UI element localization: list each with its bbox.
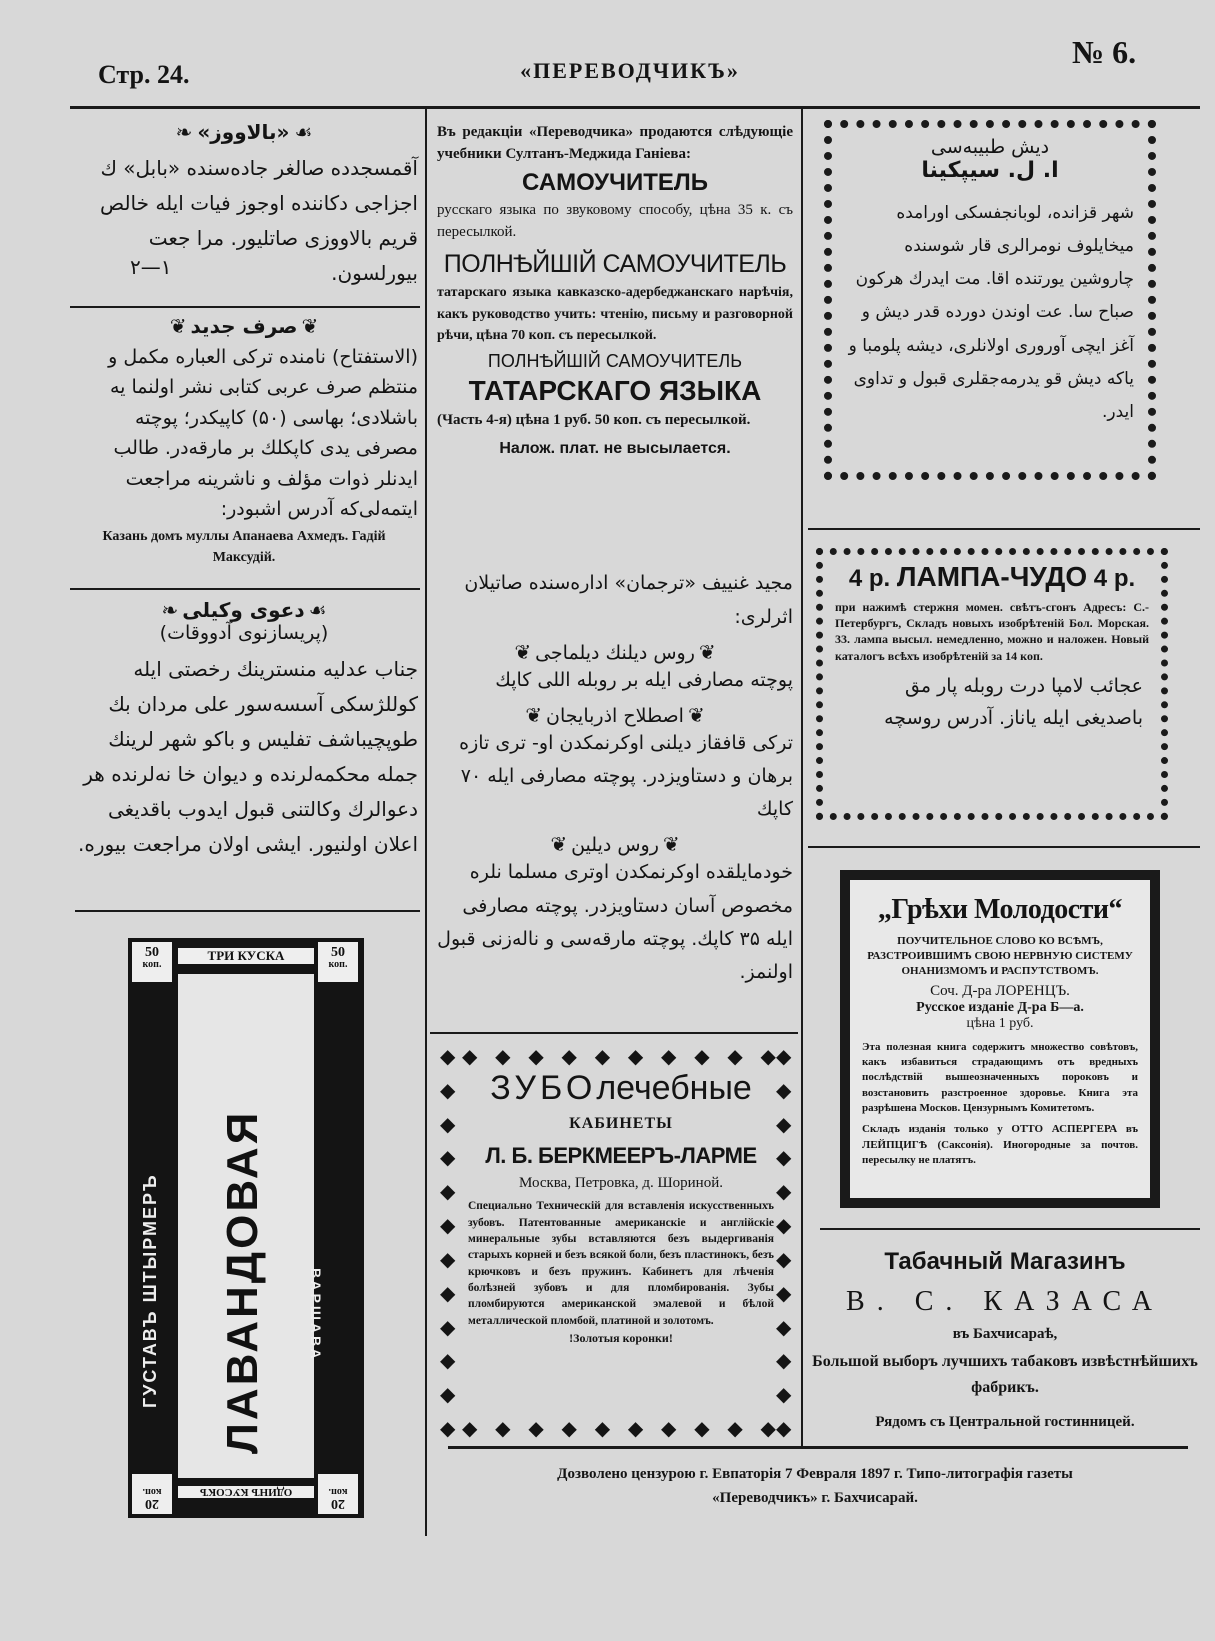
newspaper-title: «ПЕРЕВОДЧИКЪ»	[520, 58, 740, 83]
book-title: اصطلاح اذربایجان	[546, 704, 684, 727]
ad-title: صرف جدید	[190, 314, 298, 338]
tobacco-ad	[810, 1248, 1200, 1431]
diamond-icon: ◆	[627, 1044, 644, 1068]
diamond-icon: ◆	[776, 1213, 792, 1238]
dental-subtitle: КАБИНЕТЫ	[569, 1115, 673, 1133]
diamond-icon: ◆	[561, 1044, 577, 1068]
diamond-icon: ◆	[776, 1246, 792, 1271]
diamond-icon: ◆	[495, 1416, 511, 1440]
diamond-icon: ◆	[760, 1044, 776, 1068]
diamond-icon: ◆	[727, 1416, 743, 1440]
diamond-icon: ◆	[776, 1382, 792, 1407]
lamp-text: при нажимѣ стержня момен. свѣтъ-сгонъ Адресъ: С.-Петербургъ, Складъ новыхъ изобрѣтенiй Бол. Морская. 33. лампа высыл. немедленно, можно и наложен. Новый каталогъ всѣхъ изобрѣтенiй за 14 коп.	[835, 600, 1149, 663]
divider	[820, 1228, 1200, 1230]
book3-text: (Часть 4-я) цѣна 1 руб. 50 коп. съ пересылкой.	[437, 412, 751, 429]
column-divider-1	[425, 106, 427, 1536]
lamp-price-right: 4 р.	[1093, 565, 1136, 592]
diamond-icon: ◆	[440, 1145, 456, 1170]
tatar-books	[437, 566, 793, 989]
price-top-right: 50 коп.	[318, 942, 358, 982]
ornament-icon: ❦	[169, 314, 187, 338]
ornament-icon: ❦	[525, 702, 543, 727]
book-ad	[840, 870, 1160, 1208]
diamond-icon: ◆	[776, 1077, 792, 1102]
ornament-icon: ☙	[294, 120, 313, 144]
diamond-icon: ◆	[694, 1044, 710, 1068]
price-bottom-left: 20 коп.	[132, 1474, 172, 1514]
diamond-icon: ◆	[528, 1416, 544, 1440]
page-number: Стр. 24.	[98, 60, 190, 89]
divider	[808, 846, 1200, 848]
ad-title: «بالاووز»	[197, 120, 290, 144]
book2-text: татарскаго языка кавказско-адербеджанскаго нарѣчiя, какъ руководство учить: чтенiю, письму и разговорной рѣчи, цѣна 70 коп. съ пересылкой.	[437, 284, 793, 344]
soap-brand: ГУСТАВЪ ШТЫРМЕРЪ	[140, 1173, 160, 1408]
book-edition: Русское изданiе Д-ра Б—а.	[916, 999, 1084, 1015]
diamond-icon: ◆	[594, 1044, 611, 1068]
dental-footer: !Золотыя коронки!	[569, 1331, 673, 1346]
book-author: Соч. Д-ра ЛОРЕНЦЪ.	[930, 982, 1070, 999]
ad-text: آقمسجدده صالغر جاده‌سنده «بابل» ك اجزاجی دکاننده اوجوز فیات ایله خالص قریم بالاووزی صاتلیور. مرا جعت بیورلسون.	[99, 156, 418, 285]
book-price: цѣна 1 руб.	[966, 1015, 1034, 1031]
ornament-icon: ❦	[687, 702, 705, 727]
diamond-icon: ◆	[440, 1213, 456, 1238]
border-right	[776, 1046, 798, 1438]
diamond-icon: ◆	[627, 1416, 644, 1440]
footer-rule	[448, 1446, 1188, 1449]
column-divider-2	[801, 106, 803, 1446]
diamond-icon: ◆	[495, 1044, 511, 1068]
ad-sarf	[70, 314, 418, 568]
ornament-icon: ❦	[514, 640, 532, 665]
diamond-icon: ◆	[661, 1044, 677, 1068]
divider	[75, 910, 420, 912]
ad-number: ۲—۱	[130, 255, 172, 279]
border-left	[440, 1046, 462, 1438]
dentist-text: شهر قزانده، لوبانجفسکی اورامده میخایلوف نومرالری قار شوسنده چاروشین یورتنده اقا. مت ایدرك هرکون صباح سا. عت اوندن دورده قدر دیش و آغز ایچی آوروری اولانلری، دیشه پلومبا و یاکه دیش قو یدرمه‌جقلری قبول و تداوی ایدر.	[848, 203, 1134, 422]
dental-title-2: лечебные	[596, 1069, 752, 1107]
diamond-icon: ◆	[776, 1044, 792, 1068]
cod-note: Налож. плат. не высылается.	[499, 440, 731, 458]
diamond-icon: ◆	[528, 1044, 544, 1068]
tobacco-title: Табачный Магазинъ	[884, 1248, 1126, 1275]
divider	[808, 528, 1200, 530]
diamond-icon: ◆	[776, 1415, 792, 1440]
border-bottom	[462, 1418, 776, 1438]
lamp-title: ЛАМПА-ЧУДО	[896, 561, 1088, 592]
dentist-title: دیش طبیبه‌سی	[930, 136, 1050, 158]
soap-city: ВАРШАВА	[308, 1268, 324, 1362]
lamp-tatar: عجائب لامپا درت روبله پار مق باصدیغی ایله یاناز. آدرس روسچه	[884, 674, 1143, 730]
soap-center-panel	[178, 974, 314, 1478]
ad-text: (الاستفتاح) نامنده ترکی العباره مکمل و منتظم صرف عربی کتابی نشر اولنما یه باشلادی؛ بهاسی (۵۰) کاپیکدر؛ پوچته مصرفی یدی کاپکلك بر مارقه‌در. طالب ایدنلر ذوات مؤلف و ناشرینه مراجعت ایتمه‌لی‌که آدرس اشبودر:	[108, 346, 418, 520]
dentist-name: ا. ل. سیپکینا	[921, 158, 1059, 183]
book-title: روس دیلین	[571, 834, 659, 857]
diamond-icon: ◆	[776, 1348, 792, 1373]
diamond-icon: ◆	[440, 1111, 456, 1136]
imprint	[440, 1462, 1190, 1510]
diamond-icon: ◆	[440, 1044, 456, 1068]
soap-top-label: ТРИ КУСКА	[178, 948, 314, 964]
diamond-icon: ◆	[462, 1416, 478, 1440]
ornament-icon: ❧	[161, 598, 179, 622]
book1-title: САМОУЧИТЕЛЬ	[522, 168, 708, 196]
book-store: Складъ изданiя только у ОТТО АСПЕРГЕРА въ ЛЕЙПЦИГѢ (Саксонiя). Иногородные за почтов. пересылку не платятъ.	[862, 1123, 1138, 1167]
ad-title: دعوی وکیلی	[182, 598, 305, 622]
header-rule	[70, 106, 1200, 109]
tobacco-near: Рядомъ съ Центральной гостинницей.	[875, 1414, 1135, 1431]
ad-lawyer	[70, 598, 418, 862]
diamond-icon: ◆	[776, 1179, 792, 1204]
dental-ad	[440, 1046, 800, 1438]
ornament-icon: ❦	[301, 314, 319, 338]
book-text: Эта полезная книга содержитъ множество совѣтовъ, какъ избавиться страдающимъ отъ вредныхъ послѣдствiй вышеозначенныхъ пороковъ и возстановить разстроенное здоровье. Книга эта разрѣшена Москов. Цензурнымъ Комитетомъ.	[862, 1040, 1138, 1115]
books-ad	[437, 122, 793, 458]
border-top	[462, 1046, 776, 1066]
diamond-icon: ◆	[694, 1416, 710, 1440]
dental-content	[468, 1070, 774, 1346]
lamp-price-left: 4 р.	[848, 565, 891, 592]
diamond-icon: ◆	[561, 1416, 577, 1440]
book-title: روس دیلنك دیلماجی	[535, 642, 695, 665]
diamond-icon: ◆	[440, 1246, 456, 1271]
book-text: خودمایلقده اوکرنمکدن اوتری مسلما نلره مخصوص آسان دستاویزدر. پوچته مصارفی ایله ۳۵ کاپك. پوچته مارقه‌سی و ناله‌زنی قبول اولنمز.	[437, 861, 793, 984]
imprint-line-2: «Переводчикъ» г. Бахчисарай.	[712, 1490, 918, 1506]
diamond-icon: ◆	[776, 1280, 792, 1305]
diamond-icon: ◆	[440, 1179, 456, 1204]
diamond-icon: ◆	[594, 1416, 611, 1440]
books-intro: Въ редакцiи «Переводчика» продаются слѣдующiе учебники Султанъ-Меджида Ганiева:	[437, 124, 793, 162]
ornament-icon: ❦	[662, 832, 680, 857]
ornament-icon: ☙	[308, 598, 327, 622]
price-top-left: 50 коп.	[132, 942, 172, 982]
soap-ad	[128, 938, 364, 1518]
diamond-icon: ◆	[440, 1415, 456, 1440]
divider	[430, 1032, 798, 1034]
tobacco-text: Большой выборъ лучшихъ табаковъ извѣстнѣйшихъ фабрикъ.	[812, 1353, 1198, 1396]
diamond-icon: ◆	[661, 1416, 677, 1440]
issue-number: № 6.	[1072, 34, 1137, 70]
ornament-icon: ❦	[550, 832, 568, 857]
ad-address: Казань домъ муллы Апанаева Ахмедъ. Гадiй Максудiй.	[102, 529, 386, 566]
tobacco-owner: В. С. КАЗАСА	[846, 1286, 1164, 1317]
imprint-line-1: Дозволено цензурою г. Евпаторiя 7 Февраля 1897 г. Типо-литографiя газеты	[557, 1466, 1073, 1482]
dental-name: Л. Б. БЕРКМЕЕРЪ-ЛАРМЕ	[485, 1143, 757, 1169]
diamond-icon: ◆	[776, 1111, 792, 1136]
diamond-icon: ◆	[776, 1314, 792, 1339]
divider	[70, 588, 420, 590]
tatar-intro: مجید غنیيف «ترجمان» اداره‌سنده صاتیلان اثرلری:	[464, 572, 793, 629]
diamond-icon: ◆	[440, 1314, 456, 1339]
diamond-icon: ◆	[462, 1044, 478, 1068]
divider	[70, 306, 420, 308]
book-title: „Грѣхи Молодости“	[877, 894, 1123, 925]
soap-bottom-label: ОДИНЪ КУСОКЪ	[178, 1486, 314, 1498]
book1-text: русскаго языка по звуковому способу, цѣна 35 к. съ пересылкой.	[437, 202, 793, 241]
price-bottom-right: 20 коп.	[318, 1474, 358, 1514]
diamond-icon: ◆	[440, 1382, 456, 1407]
dental-title-1: ЗУБО	[490, 1069, 597, 1107]
book-text: پوچته مصارفی ایله بر روبله اللی کاپك	[495, 669, 793, 692]
diamond-icon: ◆	[440, 1280, 456, 1305]
lamp-ad	[816, 548, 1168, 820]
diamond-icon: ◆	[727, 1044, 743, 1068]
book-desc: ПОУЧИТЕЛЬНОЕ СЛОВО КО ВСѢМЪ, РАЗСТРОИВШИМЪ СВОЮ НЕРВНУЮ СИСТЕМУ ОНАНИЗМОМЪ И РАСПУТСТВОМЪ.	[867, 935, 1133, 977]
diamond-icon: ◆	[440, 1077, 456, 1102]
dental-text: Специально Техническiй для вставленiя искусственныхъ зубовъ. Патентованные американскiе и англiйскiе минеральные зубы вставляются безъ выдергиванiя старыхъ корней и безъ всякой боли, безъ пластинокъ, безъ крючковъ и безъ пружинъ. Кабинетъ для лѣченiя болѣзней зубовъ и для пломбированiя. Зубы пломбируются американской эмалевой и бѣлой металлической пломбой, платиной и золотомъ.	[468, 1200, 774, 1327]
book3-title: ПОЛНѢЙШІЙ САМОУЧИТЕЛЬ	[487, 350, 743, 371]
diamond-icon: ◆	[776, 1145, 792, 1170]
ornament-icon: ❦	[698, 640, 716, 665]
tobacco-place: въ Бахчисараѣ,	[952, 1326, 1058, 1342]
dentist-ad	[824, 120, 1156, 480]
book3-subtitle: ТАТАРСКАГО ЯЗЫКА	[468, 375, 762, 407]
soap-product-name: ЛАВАНДОВАЯ	[218, 1109, 267, 1454]
book-text: ترکی قافقاز دیلنی اوکرنمکدن او- تری تازه برهان و دستاویزدر. پوچته مصارفی ایله ۷۰ کاپك	[459, 731, 793, 821]
ad-text: جناب عدلیه منسترینك رخصتی ایله کوللژسکی آسسه‌سور علی مردان بك طوپچیباشف تفلیس و باکو شهر لرینك جمله محکمه‌لرنده و دیوان خا نه‌لرنده هر دعوالرك وکالتنی قبول ایدوب باقدیغی اعلان اولنیور. ایشی اولان مراجعت بیوره.	[78, 657, 418, 856]
book2-title: ПОЛНѢЙШІЙ САМОУЧИТЕЛЬ	[443, 249, 787, 278]
diamond-icon: ◆	[760, 1416, 776, 1440]
ad-subtitle: (پریسازنوی آدووقات)	[159, 622, 329, 644]
ad-balavuz	[70, 120, 418, 291]
dental-address: Москва, Петровка, д. Шориной.	[519, 1175, 723, 1192]
ornament-icon: ❧	[175, 120, 193, 144]
diamond-icon: ◆	[440, 1348, 456, 1373]
